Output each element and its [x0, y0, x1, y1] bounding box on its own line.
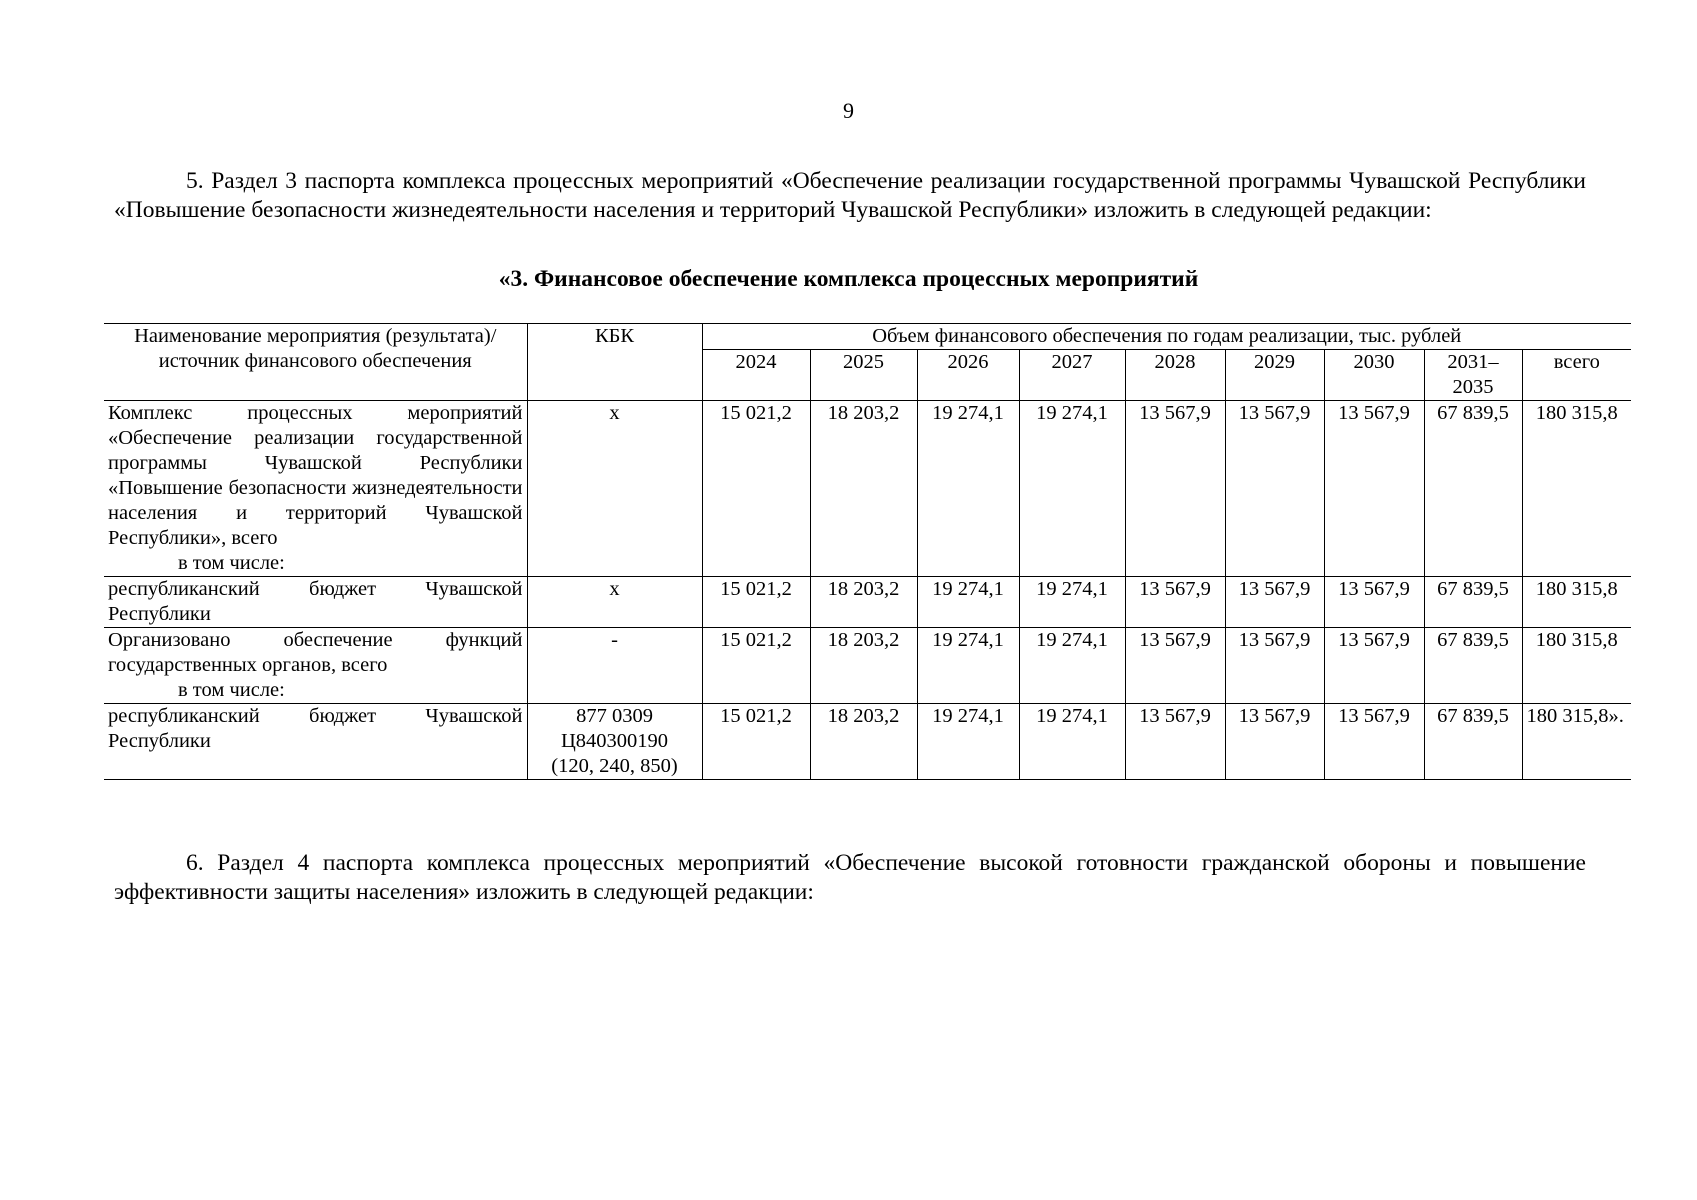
- financing-table: [104, 323, 1631, 780]
- row-name-cell: [104, 628, 527, 704]
- value-cell: 67 839,5: [1424, 628, 1522, 704]
- row-kbk: х: [527, 577, 702, 628]
- kbk-line: (120, 240, 850): [551, 755, 678, 777]
- row-name-cell: [104, 401, 527, 577]
- value-cell: 13 567,9: [1324, 401, 1424, 577]
- value-cell: 13 567,9: [1125, 577, 1225, 628]
- value-cell: 19 274,1: [1019, 704, 1125, 780]
- value-cell: 15 021,2: [702, 704, 810, 780]
- row-kbk: -: [527, 628, 702, 704]
- year-header: 2025: [810, 350, 917, 401]
- table-header-row: [104, 324, 1631, 350]
- row-name: республиканский бюджет Чувашской Республики: [108, 705, 523, 752]
- paragraph-6: 6. Раздел 4 паспорта комплекса процессных мероприятий «Обеспечение высокой готовности гражданской обороны и повышение эффективности защиты населения» изложить в следующей редакции:: [114, 849, 1586, 905]
- total-header: всего: [1522, 350, 1631, 401]
- year-header: 2030: [1324, 350, 1424, 401]
- row-note: в том числе:: [178, 679, 285, 701]
- value-cell: 13 567,9: [1324, 704, 1424, 780]
- table-row: [104, 704, 1631, 780]
- value-cell: 18 203,2: [810, 704, 917, 780]
- value-cell: 15 021,2: [702, 577, 810, 628]
- value-cell: 19 274,1: [1019, 577, 1125, 628]
- value-cell: 15 021,2: [702, 628, 810, 704]
- value-cell: 13 567,9: [1324, 628, 1424, 704]
- value-cell: 13 567,9: [1125, 704, 1225, 780]
- value-cell: 19 274,1: [1019, 628, 1125, 704]
- table-row: [104, 401, 1631, 577]
- value-cell: 13 567,9: [1225, 628, 1324, 704]
- row-kbk: х: [527, 401, 702, 577]
- year-header: 2028: [1125, 350, 1225, 401]
- header-name-cell: Наименование мероприятия (результата)/источник финансового обеспечения: [104, 324, 527, 401]
- value-cell: 19 274,1: [917, 577, 1019, 628]
- year-header: 2026: [917, 350, 1019, 401]
- value-cell: 13 567,9: [1125, 401, 1225, 577]
- value-cell: 19 274,1: [917, 704, 1019, 780]
- value-cell: 18 203,2: [810, 628, 917, 704]
- row-name-cell: [104, 577, 527, 628]
- kbk-line: Ц840300190: [560, 730, 669, 752]
- total-cell: 180 315,8».: [1522, 704, 1631, 780]
- value-cell: 18 203,2: [810, 401, 917, 577]
- page-number: 9: [843, 98, 854, 123]
- year-header: 2031–2035: [1424, 350, 1522, 401]
- row-name: республиканский бюджет Чувашской Республики: [108, 578, 523, 625]
- row-name-cell: [104, 704, 527, 780]
- value-cell: 15 021,2: [702, 401, 810, 577]
- table-title: «3. Финансовое обеспечение комплекса процессных мероприятий: [498, 266, 1199, 292]
- header-kbk-cell: КБК: [527, 324, 702, 401]
- value-cell: 13 567,9: [1225, 401, 1324, 577]
- value-cell: 13 567,9: [1225, 704, 1324, 780]
- total-cell: 180 315,8: [1522, 628, 1631, 704]
- value-cell: 13 567,9: [1324, 577, 1424, 628]
- row-kbk: [527, 704, 702, 780]
- value-cell: 13 567,9: [1125, 628, 1225, 704]
- value-cell: 67 839,5: [1424, 704, 1522, 780]
- kbk-line: 877 0309: [576, 705, 653, 727]
- year-header: 2024: [702, 350, 810, 401]
- total-cell: 180 315,8: [1522, 401, 1631, 577]
- year-header: 2027: [1019, 350, 1125, 401]
- header-volume-cell: Объем финансового обеспечения по годам реализации, тыс. рублей: [702, 324, 1631, 350]
- total-cell: 180 315,8: [1522, 577, 1631, 628]
- value-cell: 18 203,2: [810, 577, 917, 628]
- value-cell: 67 839,5: [1424, 577, 1522, 628]
- year-header: 2029: [1225, 350, 1324, 401]
- table-row: [104, 628, 1631, 704]
- row-note: в том числе:: [178, 552, 285, 574]
- value-cell: 19 274,1: [1019, 401, 1125, 577]
- value-cell: 13 567,9: [1225, 577, 1324, 628]
- value-cell: 19 274,1: [917, 628, 1019, 704]
- row-name: Организовано обеспечение функций государственных органов, всего: [108, 629, 523, 676]
- value-cell: 19 274,1: [917, 401, 1019, 577]
- paragraph-5: 5. Раздел 3 паспорта комплекса процессных мероприятий «Обеспечение реализации государственной программы Чувашской Республики «Повышение безопасности жизнедеятельности населения и территорий Чувашской Республики» изложить в следующей редакции:: [114, 167, 1586, 223]
- row-name: Комплекс процессных мероприятий «Обеспечение реализации государственной программы Чувашской Республики «Повышение безопасности жизнедеятельности населения и территорий Чувашской Республики», всего: [108, 402, 523, 549]
- value-cell: 67 839,5: [1424, 401, 1522, 577]
- table-row: [104, 577, 1631, 628]
